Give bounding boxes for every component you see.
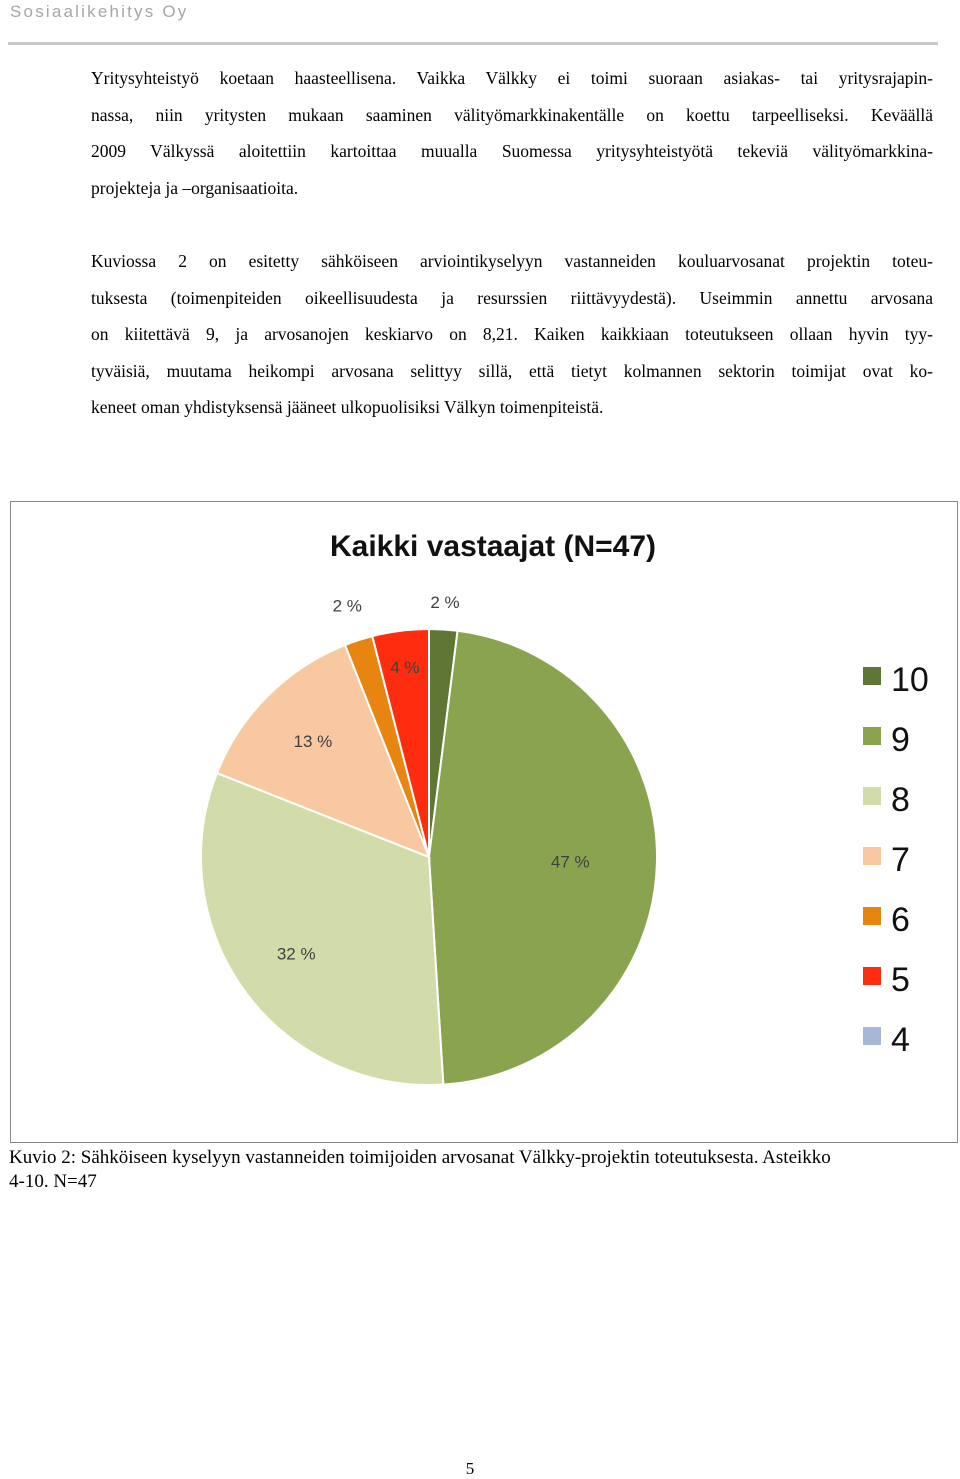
legend-label-9: 9 (891, 721, 910, 759)
legend-label-4: 4 (891, 1021, 910, 1059)
slice-label-8: 32 % (276, 944, 316, 964)
slice-label-5: 4 % (390, 657, 420, 677)
pie-chart-frame (10, 501, 958, 1143)
paragraph-line: tuksesta (toimenpiteiden oikeellisuudesta ja resurssien riittävyydestä). Useimmin annettu arvosana (91, 287, 933, 308)
legend-label-7: 7 (891, 841, 910, 879)
figure-caption (9, 1146, 939, 1194)
legend-swatch-5 (863, 967, 881, 985)
paragraph-line: 2009 Välkyssä aloitettiin kartoittaa muualla Suomessa yritysyhteistyötä tekeviä välityömarkkina- (91, 141, 933, 161)
paragraph-1 (91, 60, 933, 206)
chart-title: Kaikki vastaajat (N=47) (329, 530, 657, 563)
slice-label-10: 2 % (430, 593, 460, 613)
paragraph-line: on kiitettävä 9, ja arvosanojen keskiarvo on 8,21. Kaiken kaikkiaan toteutukseen ollaan hyvin tyy- (91, 324, 933, 344)
page-number: 5 (465, 1459, 475, 1478)
legend-swatch-9 (863, 727, 881, 745)
pie-chart (11, 502, 957, 1142)
caption-line: Kuvio 2: Sähköiseen kyselyyn vastanneiden toimijoiden arvosanat Välkky-projektin toteutuksesta. Asteikko (9, 1147, 831, 1168)
paragraph-line: nassa, niin yritysten mukaan saaminen välityömarkkinakentälle on koettu tarpeelliseksi. Keväällä (91, 104, 933, 125)
legend-label-8: 8 (891, 781, 910, 819)
legend-swatch-4 (863, 1027, 881, 1045)
legend-label-10: 10 (891, 661, 929, 699)
legend-swatch-7 (863, 847, 881, 865)
slice-label-7: 13 % (293, 731, 333, 751)
header-title: Sosiaalikehitys Oy (10, 2, 189, 21)
slice-label-6: 2 % (332, 596, 362, 616)
paragraph-line: tyväisiä, muutama heikompi arvosana selittyy sillä, että tietyt kolmannen sektorin toimijat ovat ko- (91, 360, 933, 381)
paragraph-line: Yritysyhteistyö koetaan haasteellisena. Vaikka Välkky ei toimi suoraan asiakas- tai yritysrajapin- (91, 68, 933, 88)
legend-label-6: 6 (891, 901, 910, 939)
paragraph-line: keneet oman yhdistyksensä jääneet ulkopuolisiksi Välkyn toimenpiteistä. (91, 397, 604, 417)
legend-swatch-10 (863, 667, 881, 685)
paragraph-line: projekteja ja –organisaatioita. (91, 177, 299, 198)
slice-label-9: 47 % (550, 852, 590, 872)
caption-line: 4-10. N=47 (9, 1171, 97, 1192)
paragraph-line: Kuviossa 2 on esitetty sähköiseen arviointikyselyyn vastanneiden kouluarvosanat projektin toteu- (91, 251, 933, 271)
legend-label-5: 5 (891, 961, 910, 999)
pie-slice-9 (429, 631, 657, 1085)
paragraph-2 (91, 243, 933, 426)
page-header (8, 0, 938, 45)
legend-swatch-8 (863, 787, 881, 805)
legend-swatch-6 (863, 907, 881, 925)
